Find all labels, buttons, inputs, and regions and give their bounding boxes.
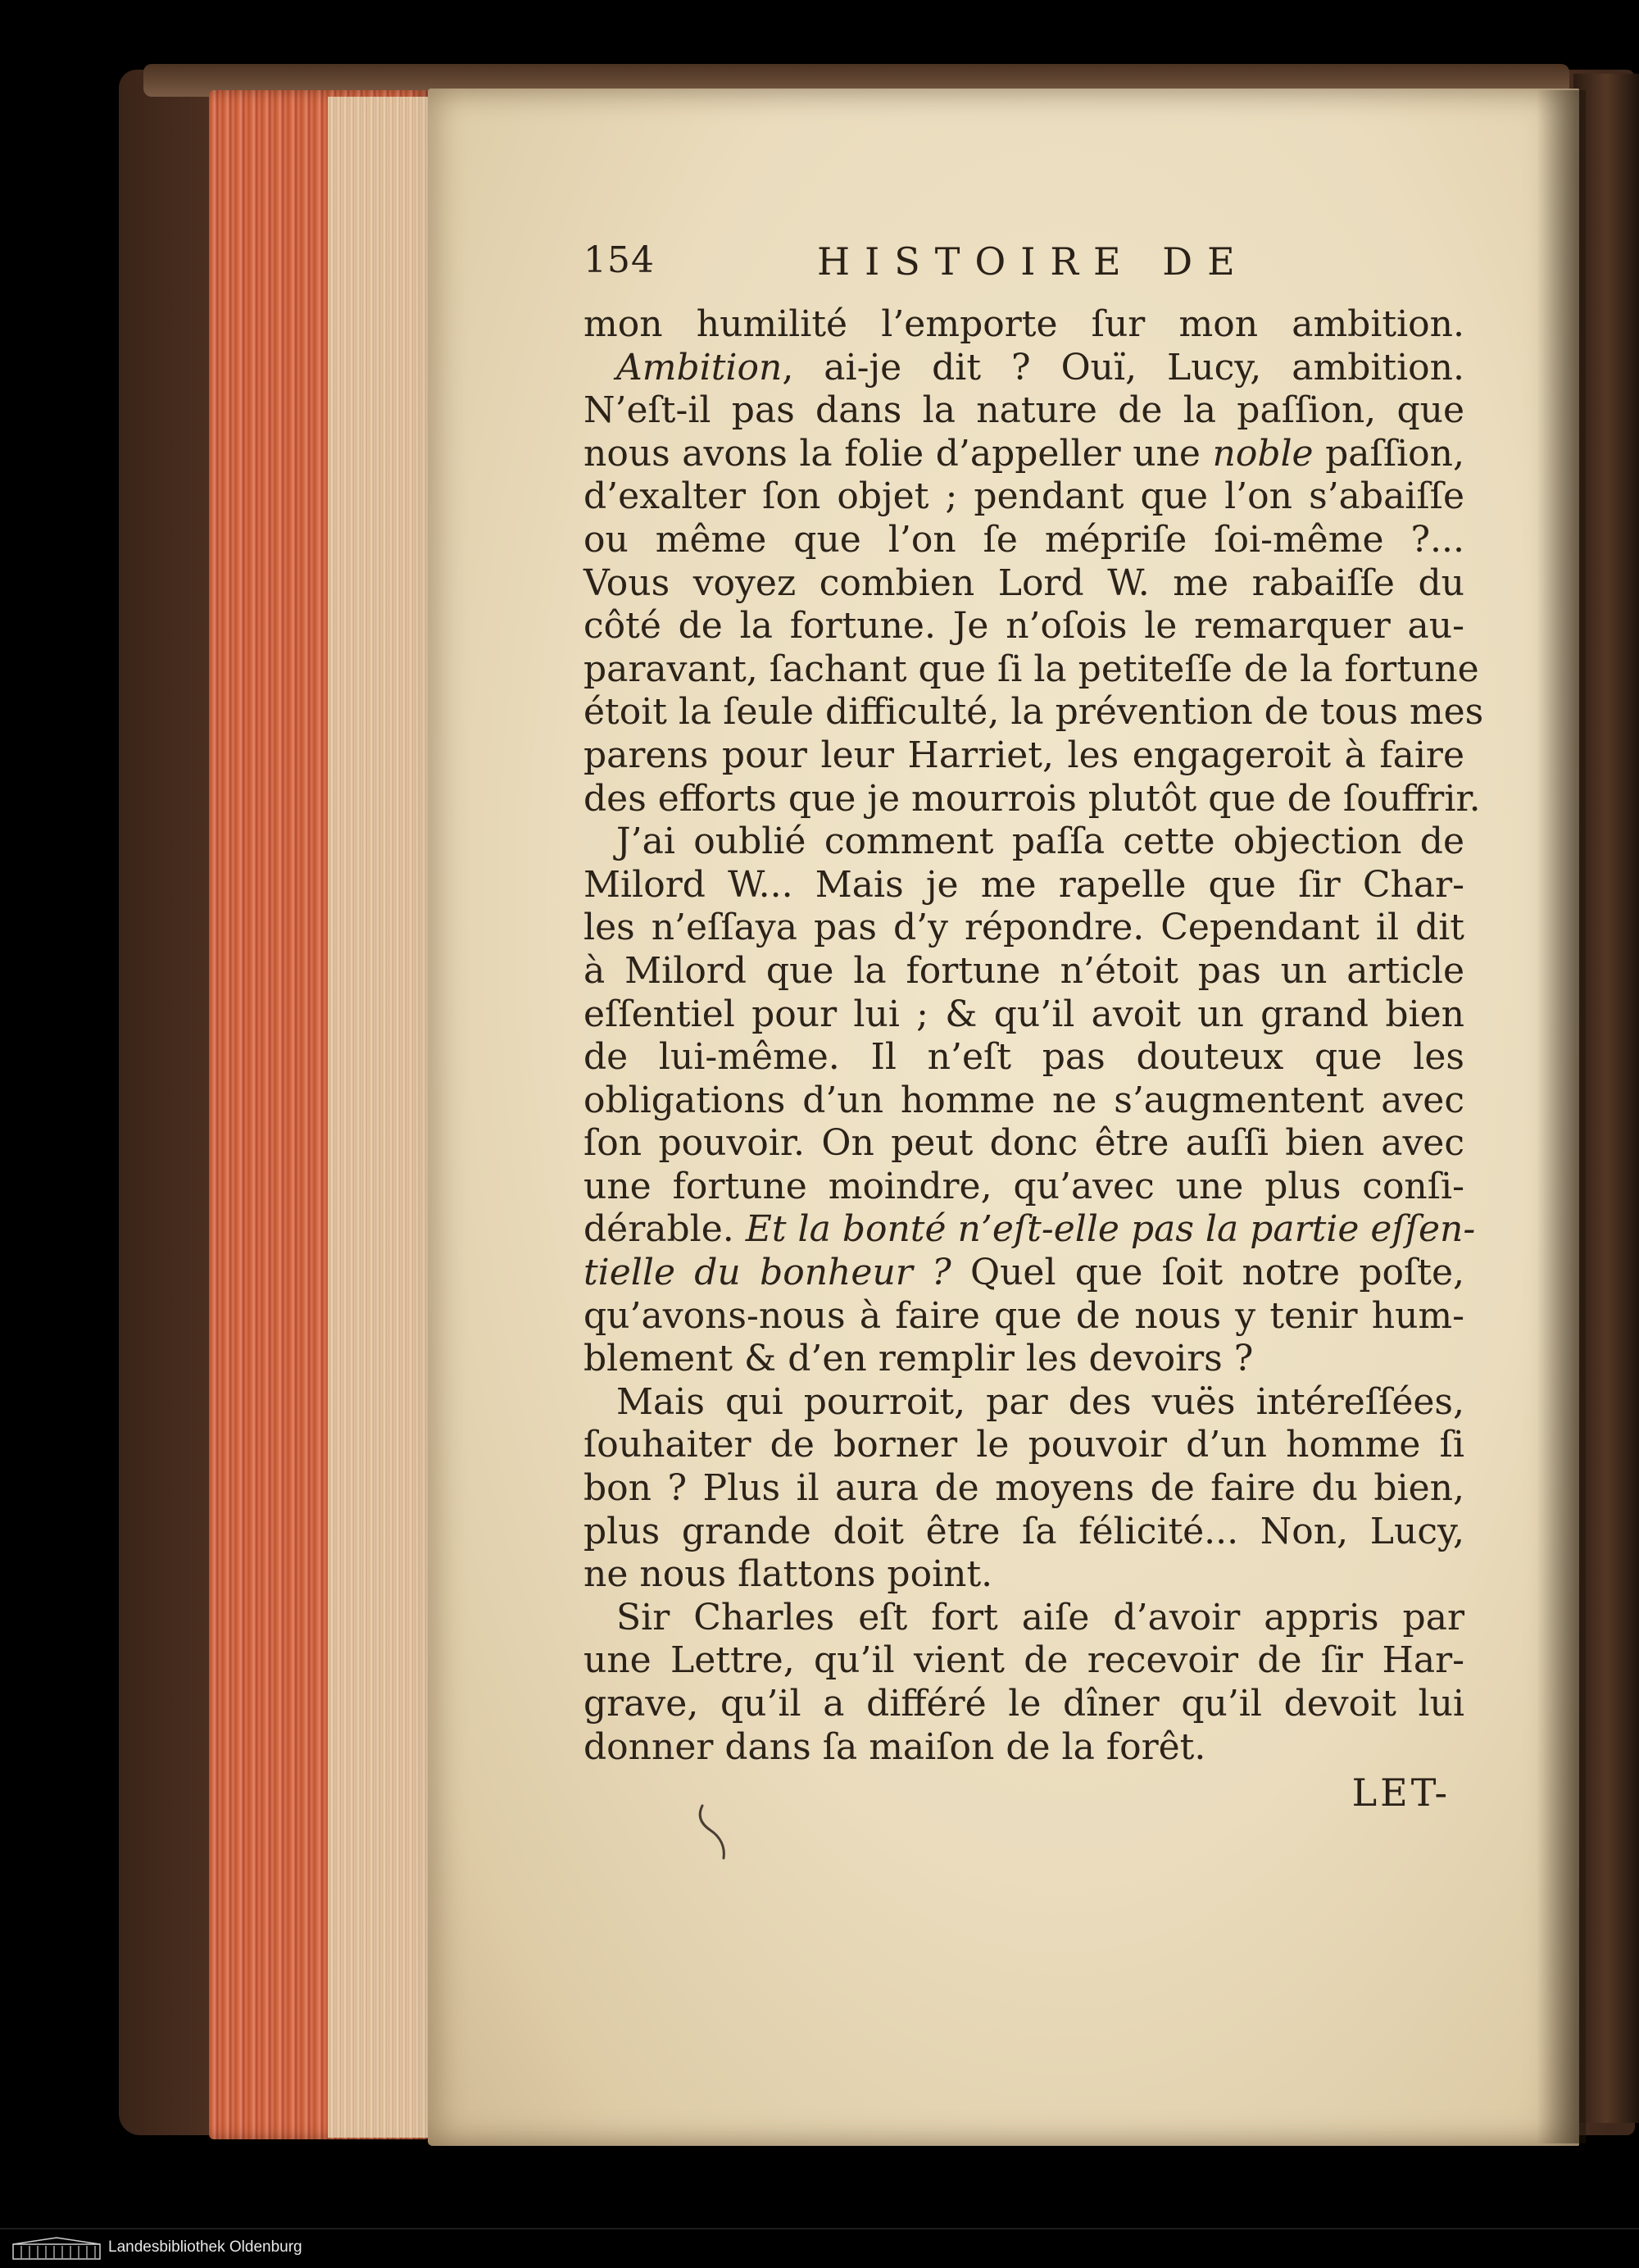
text-line: une Lettre, qu’il vient de recevoir de ſir Har- [583,1639,1464,1682]
text-line: ne nous flattons point. [583,1553,993,1596]
page-edges-inner [328,97,430,2138]
text-line: J’ai oublié comment paſſa cette objection de [616,820,1464,863]
text-line: à Milord que la fortune n’étoit pas un article [583,949,1464,992]
text-line: plus grande doit être ſa félicité... Non, Lucy, [583,1510,1464,1552]
text-span: , ai-je dit ? Ouï, Lucy, ambition. [782,346,1464,389]
italic-word: Ambition [616,346,783,389]
pencil-mark-icon [692,1799,742,1865]
text-line: côté de la fortune. Je n’oſois le remarquer au- [583,605,1464,648]
footer-bar [0,2228,1639,2268]
text-line: mon humilité l’emporte ſur mon ambition. [583,303,1464,345]
body-text [583,303,1484,1769]
text-line: Milord W... Mais je me rapelle que ſir Char- [583,863,1464,906]
text-span: paſſion, [1313,432,1464,475]
text-line: une fortune moindre, qu’avec une plus conſi- [583,1165,1464,1207]
gutter-shadow [1537,90,1586,2143]
running-head [583,239,1444,289]
text-line: ſouhaiter de borner le pouvoir d’un homme ſi [583,1424,1464,1466]
text-line: les n’eſſaya pas d’y répondre. Cependant il dit [583,907,1464,949]
page-number: 154 [583,239,655,281]
library-building-icon [11,2236,102,2261]
text-line [583,1208,1476,1252]
running-title: HISTOIRE DE [817,239,1250,284]
italic-word: noble [1212,432,1314,475]
italic-phrase: Et la bonté n’eſt-elle pas la partie eſſen- [745,1208,1476,1251]
text-span: Quel que ſoit notre poſte, [951,1252,1464,1294]
text-line: grave, qu’il a différé le dîner qu’il devoit lui [583,1683,1464,1725]
text-line: qu’avons-nous à faire que de nous y tenir hum- [583,1294,1464,1337]
text-line: parens pour leur Harriet, les engageroit à faire [583,734,1464,776]
text-line: obligations d’un homme ne s’augmentent avec [583,1079,1464,1121]
text-line: blement & d’en remplir les devoirs ? [583,1338,1254,1380]
catchword: LET- [1351,1770,1451,1815]
text-span: nous avons la folie d’appeller une [583,432,1213,475]
text-span: dérable. [583,1208,746,1251]
text-line: donner dans ſa maiſon de la forêt. [583,1725,1206,1768]
text-line [583,347,1464,390]
text-line: étoit la ſeule difficulté, la prévention de tous mes [583,691,1484,734]
italic-phrase: tielle du bonheur ? [583,1252,951,1294]
text-line: eſſentiel pour lui ; & qu’il avoit un grand bien [583,993,1464,1035]
text-line: de lui-même. Il n’eſt pas douteux que les [583,1036,1464,1079]
text-line: ſon pouvoir. On peut donc être auſſi bien avec [583,1122,1464,1165]
text-line: N’eſt-il pas dans la nature de la paſſion, que [583,389,1464,432]
text-line: des efforts que je mourrois plutôt que de ſouffrir. [583,777,1481,820]
text-line: Vous voyez combien Lord W. me rabaiſſe du [583,561,1464,604]
text-line [583,1252,1464,1295]
text-line [583,433,1464,476]
text-line: bon ? Plus il aura de moyens de faire du bien, [583,1467,1464,1510]
text-line: ou même que l’on ſe mépriſe ſoi-même ?... [583,518,1464,561]
text-line: Mais qui pourroit, par des vuës intéreſſées, [616,1380,1464,1423]
library-name: Landesbibliothek Oldenburg [108,2238,302,2256]
text-line: Sir Charles eſt fort aiſe d’avoir appris par [616,1596,1464,1639]
text-line: d’exalter ſon objet ; pendant que l’on s’abaiſſe [583,475,1464,518]
text-line: paravant, ſachant que ſi la petiteſſe de la fortune [583,648,1479,690]
